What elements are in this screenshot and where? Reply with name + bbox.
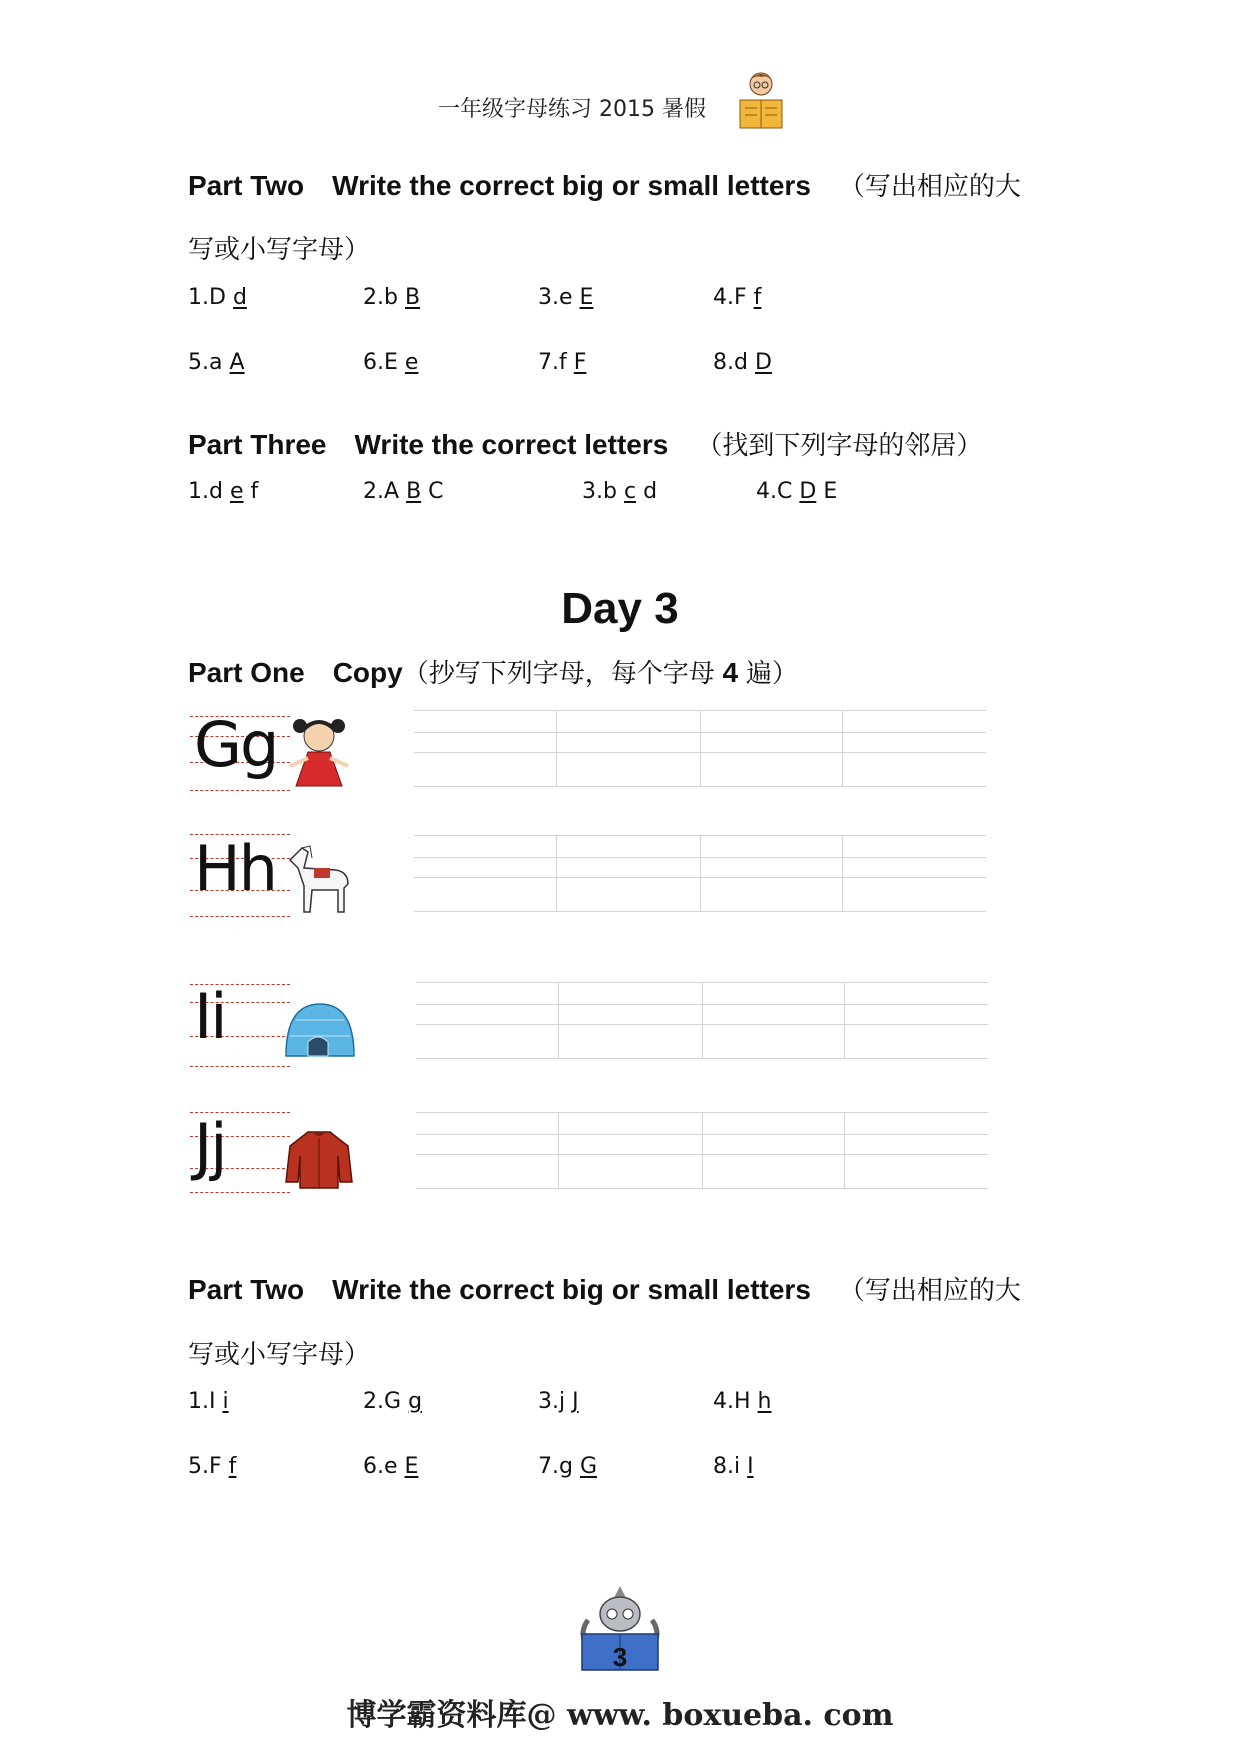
answer-letter: D [799, 479, 817, 504]
item-number: 4. [756, 479, 777, 504]
exercise-item [363, 350, 418, 375]
copy-grid-i[interactable] [416, 982, 988, 1058]
part-one-heading [188, 653, 798, 690]
item-number: 2. [363, 285, 384, 310]
part-two-a-cn-continuation: 写或小写字母） [188, 235, 371, 265]
part-three-heading [188, 425, 982, 462]
answer-letter: i [222, 1389, 229, 1414]
item-number: 8. [713, 350, 734, 375]
page-header [0, 92, 1240, 123]
item-number: 3. [538, 1389, 559, 1414]
given-letter: b [384, 285, 398, 310]
copy-grid-h[interactable] [414, 835, 986, 911]
exercise-item [713, 1454, 754, 1479]
item-number: 4. [713, 1389, 734, 1414]
item-number: 3. [538, 285, 559, 310]
exercise-item [188, 1454, 236, 1479]
item-number: 6. [363, 1454, 384, 1479]
given-letter: j [559, 1389, 566, 1414]
exercise-item [538, 1389, 579, 1414]
letter-card-g [190, 706, 360, 802]
part-instruction-cn-end: 遍） [745, 659, 798, 689]
boy-reading-book-icon [736, 70, 786, 132]
part-label: Part Two [188, 1274, 305, 1305]
prev-letter: A [384, 479, 400, 504]
copy-grid-g[interactable] [414, 710, 986, 786]
part-instruction-cn: （写出相应的大 [838, 172, 1021, 202]
exercise-item [188, 1389, 229, 1414]
item-number: 6. [363, 350, 384, 375]
prev-letter: b [603, 479, 617, 504]
letter-pair: Gg [194, 708, 278, 781]
exercise-item [538, 285, 593, 310]
given-letter: G [384, 1389, 402, 1414]
item-number: 1. [188, 1389, 209, 1414]
part-instruction-cn: （找到下列字母的邻居） [696, 431, 983, 461]
part-instruction-cn: （写出相应的大 [838, 1276, 1021, 1306]
answer-letter: g [408, 1389, 423, 1414]
item-number: 4. [713, 285, 734, 310]
answer-letter: e [404, 350, 419, 375]
letter-card-h [190, 830, 360, 926]
letter-pair: Jj [194, 1110, 226, 1183]
girl-in-red-dress-icon [282, 714, 356, 794]
exercise-item [538, 350, 586, 375]
exercise-item [538, 1454, 597, 1479]
exercise-item [713, 285, 761, 310]
given-letter: d [734, 350, 748, 375]
answer-letter: J [572, 1389, 579, 1414]
answer-letter: e [229, 479, 244, 504]
copy-count: 4 [722, 657, 739, 688]
horse-icon [282, 838, 356, 918]
part-two-a-heading [188, 166, 1021, 203]
given-letter: a [209, 350, 223, 375]
letter-pair: Hh [194, 832, 276, 905]
answer-letter: d [232, 285, 247, 310]
answer-letter: F [573, 350, 587, 375]
given-letter: f [559, 350, 567, 375]
prev-letter: d [209, 479, 223, 504]
neighbor-item [188, 479, 258, 504]
exercise-item [713, 1389, 772, 1414]
answer-letter: A [229, 350, 245, 375]
letter-pair: Ii [194, 980, 226, 1053]
neighbor-item [756, 479, 837, 504]
answer-letter: E [404, 1454, 419, 1479]
item-number: 1. [188, 479, 209, 504]
given-letter: e [384, 1454, 398, 1479]
copy-grid-j[interactable] [416, 1112, 988, 1188]
given-letter: E [384, 350, 398, 375]
neighbor-item [363, 479, 444, 504]
part-two-b-cn-continuation: 写或小写字母） [188, 1340, 371, 1370]
exercise-item [188, 350, 245, 375]
answer-letter: h [757, 1389, 772, 1414]
exercise-item [713, 350, 772, 375]
next-letter: f [250, 479, 259, 504]
part-two-b-heading [188, 1270, 1021, 1307]
item-number: 2. [363, 1389, 384, 1414]
item-number: 7. [538, 1454, 559, 1479]
given-letter: H [734, 1389, 751, 1414]
part-label: Part Three [188, 429, 327, 460]
part-instruction: Write the correct big or small letters [332, 1274, 811, 1305]
answer-letter: f [753, 285, 762, 310]
item-number: 7. [538, 350, 559, 375]
next-letter: C [428, 479, 444, 504]
next-letter: d [643, 479, 658, 504]
part-instruction: Write the correct big or small letters [332, 170, 811, 201]
given-letter: F [734, 285, 747, 310]
given-letter: i [734, 1454, 741, 1479]
given-letter: e [559, 285, 573, 310]
exercise-item [363, 285, 420, 310]
header-title: 一年级字母练习 2015 暑假 [438, 97, 706, 122]
exercise-item [363, 1454, 418, 1479]
exercise-item [363, 1389, 422, 1414]
answer-letter: E [579, 285, 594, 310]
letter-card-i [190, 978, 360, 1074]
footer-site: 博学霸资料库@ www. boxueba. com [346, 1698, 894, 1733]
given-letter: I [209, 1389, 216, 1414]
given-letter: F [209, 1454, 222, 1479]
page-number: 3 [612, 1642, 628, 1672]
letter-card-j [190, 1108, 360, 1204]
given-letter: D [209, 285, 226, 310]
answer-letter: I [747, 1454, 754, 1479]
item-number: 3. [582, 479, 603, 504]
answer-letter: G [579, 1454, 598, 1479]
igloo-icon [282, 986, 356, 1066]
part-instruction: Write the correct letters [354, 429, 669, 460]
part-label: Part One [188, 657, 305, 688]
answer-letter: f [228, 1454, 237, 1479]
part-label: Part Two [188, 170, 305, 201]
part-instruction: Copy [332, 657, 403, 688]
given-letter: g [559, 1454, 573, 1479]
answer-letter: D [754, 350, 772, 375]
answer-letter: B [406, 479, 422, 504]
answer-letter: B [404, 285, 421, 310]
next-letter: E [823, 479, 838, 504]
exercise-item [188, 285, 247, 310]
answer-letter: c [623, 479, 637, 504]
neighbor-item [582, 479, 657, 504]
item-number: 5. [188, 350, 209, 375]
item-number: 5. [188, 1454, 209, 1479]
day-title: Day 3 [561, 584, 679, 633]
item-number: 1. [188, 285, 209, 310]
item-number: 8. [713, 1454, 734, 1479]
prev-letter: C [777, 479, 793, 504]
item-number: 2. [363, 479, 384, 504]
part-instruction-cn: （抄写下列字母，每个字母 [402, 659, 715, 689]
red-jacket-icon [282, 1116, 356, 1196]
